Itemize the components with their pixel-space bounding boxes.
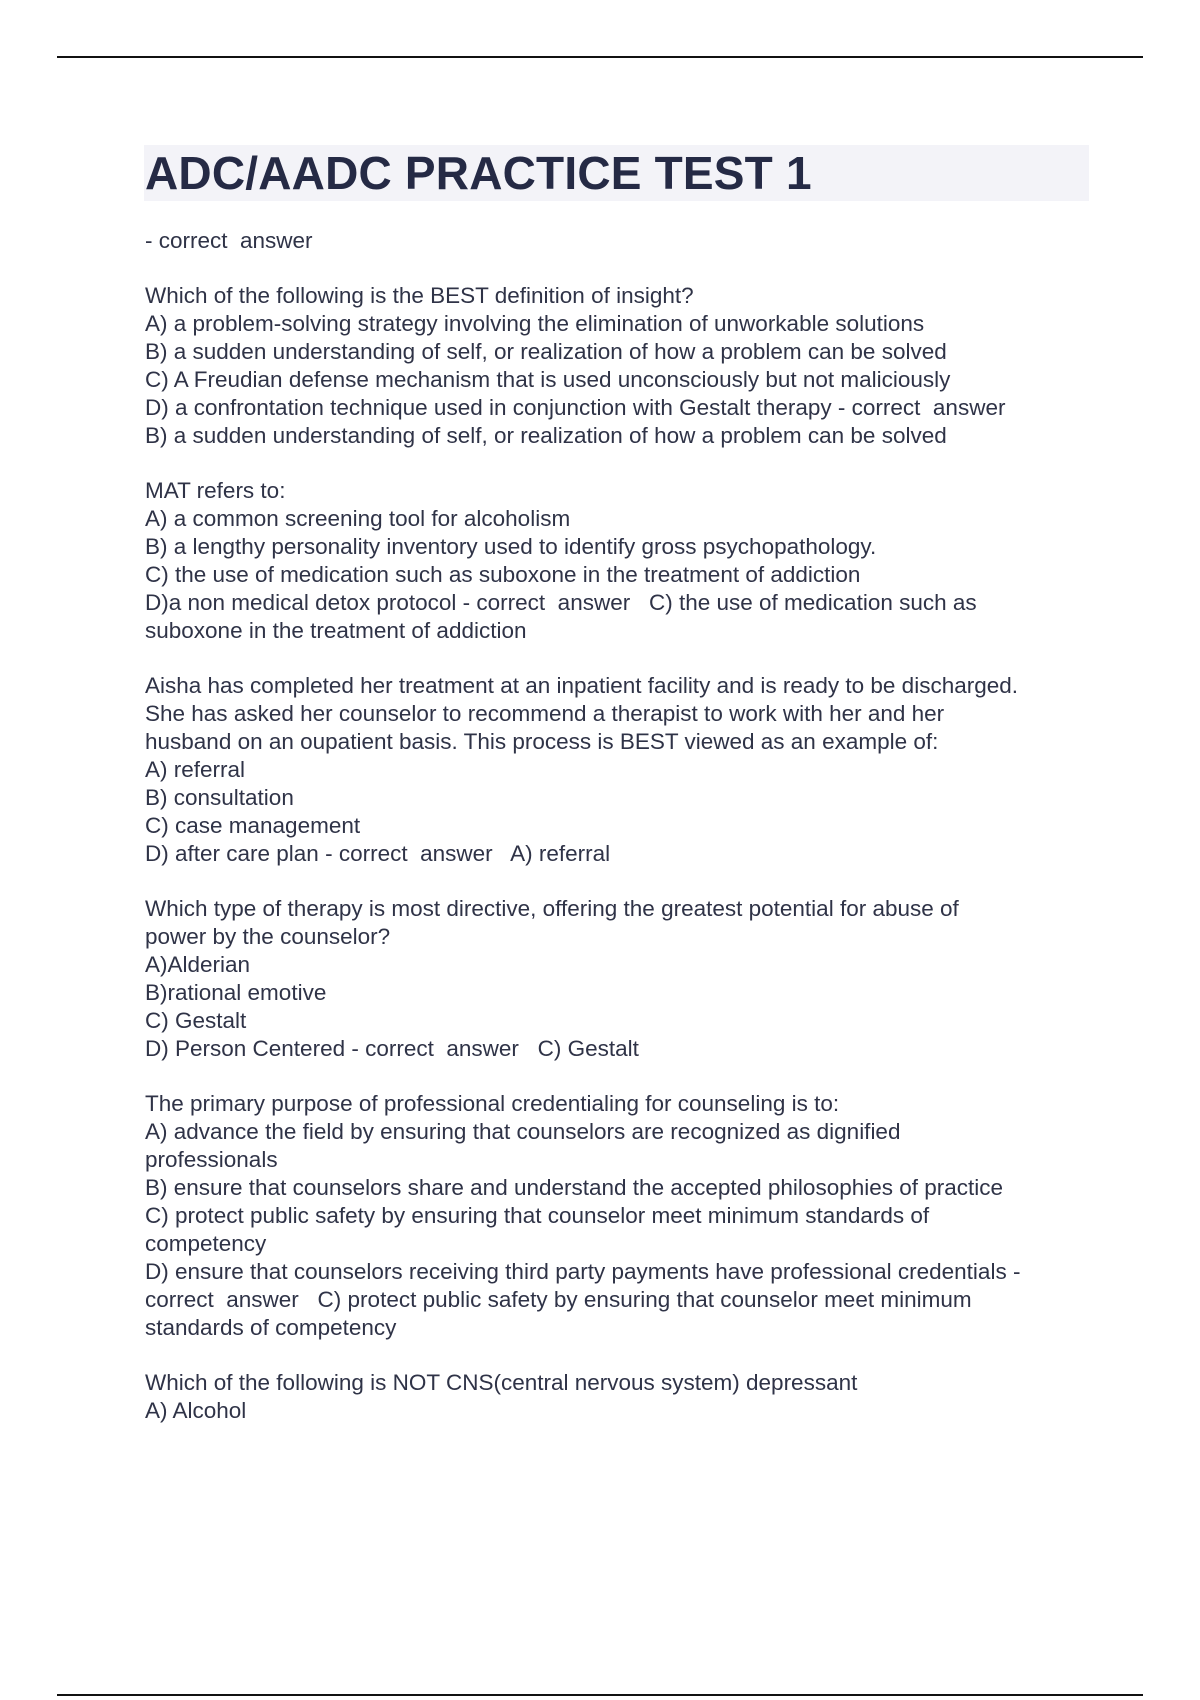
question-block-3 (145, 672, 1095, 868)
answer-option: C) Gestalt (145, 1008, 247, 1033)
answer-option: B)rational emotive (145, 980, 327, 1005)
question-text: Which of the following is NOT CNS(central nervous system) depressant (145, 1370, 858, 1395)
answer-option: A) referral (145, 757, 246, 782)
spacer (145, 1342, 1095, 1369)
correct-answer: correct answer C) protect public safety by ensuring that counselor meet minimum (145, 1287, 972, 1312)
answer-option: D)a non medical detox protocol - correct answer C) the use of medication such as (145, 590, 977, 615)
question-block-6 (145, 1369, 1095, 1425)
answer-option: D) a confrontation technique used in conjunction with Gestalt therapy - correct answer (145, 395, 1006, 420)
spacer (145, 868, 1095, 895)
answer-option: professionals (145, 1147, 278, 1172)
document-body (145, 227, 1095, 1425)
question-text: power by the counselor? (145, 924, 391, 949)
question-text: husband on an oupatient basis. This process is BEST viewed as an example of: (145, 729, 939, 754)
question-text: The primary purpose of professional credentialing for counseling is to: (145, 1091, 840, 1116)
answer-option: A) a common screening tool for alcoholism (145, 506, 571, 531)
question-text: Which of the following is the BEST definition of insight? (145, 283, 694, 308)
question-text: She has asked her counselor to recommend a therapist to work with her and her (145, 701, 945, 726)
question-text: MAT refers to: (145, 478, 286, 503)
answer-option: D) after care plan - correct answer A) referral (145, 841, 611, 866)
question-text: Which type of therapy is most directive, offering the greatest potential for abuse of (145, 896, 959, 921)
answer-option: D) ensure that counselors receiving third party payments have professional credentials - (145, 1259, 1021, 1284)
answer-option: B) a lengthy personality inventory used to identify gross psychopathology. (145, 534, 877, 559)
intro-line: - correct answer (145, 228, 313, 253)
answer-option: A)Alderian (145, 952, 251, 977)
answer-option: B) ensure that counselors share and understand the accepted philosophies of practice (145, 1175, 1004, 1200)
answer-option: A) a problem-solving strategy involving the elimination of unworkable solutions (145, 311, 925, 336)
answer-option: C) case management (145, 813, 361, 838)
question-block-2 (145, 477, 1095, 645)
question-block-1 (145, 282, 1095, 450)
question-block-5 (145, 1090, 1095, 1342)
spacer (145, 450, 1095, 477)
answer-option: C) A Freudian defense mechanism that is used unconsciously but not maliciously (145, 367, 951, 392)
document-title: ADC/AADC PRACTICE TEST 1 (145, 147, 812, 199)
answer-option: B) consultation (145, 785, 294, 810)
answer-option: D) Person Centered - correct answer C) Gestalt (145, 1036, 639, 1061)
spacer (145, 255, 1095, 282)
correct-answer: standards of competency (145, 1315, 397, 1340)
correct-answer: B) a sudden understanding of self, or realization of how a problem can be solved (145, 423, 947, 448)
spacer (145, 1063, 1095, 1090)
question-block-4 (145, 895, 1095, 1063)
answer-option: A) Alcohol (145, 1398, 247, 1423)
answer-option: C) the use of medication such as suboxone in the treatment of addiction (145, 562, 861, 587)
question-text: Aisha has completed her treatment at an inpatient facility and is ready to be discharged. (145, 673, 1019, 698)
answer-option: C) protect public safety by ensuring that counselor meet minimum standards of (145, 1203, 930, 1228)
correct-answer: suboxone in the treatment of addiction (145, 618, 527, 643)
top-rule (57, 56, 1143, 58)
answer-option: B) a sudden understanding of self, or realization of how a problem can be solved (145, 339, 947, 364)
bottom-rule (57, 1694, 1143, 1696)
answer-option: A) advance the field by ensuring that counselors are recognized as dignified (145, 1119, 901, 1144)
spacer (145, 645, 1095, 672)
answer-option: competency (145, 1231, 267, 1256)
